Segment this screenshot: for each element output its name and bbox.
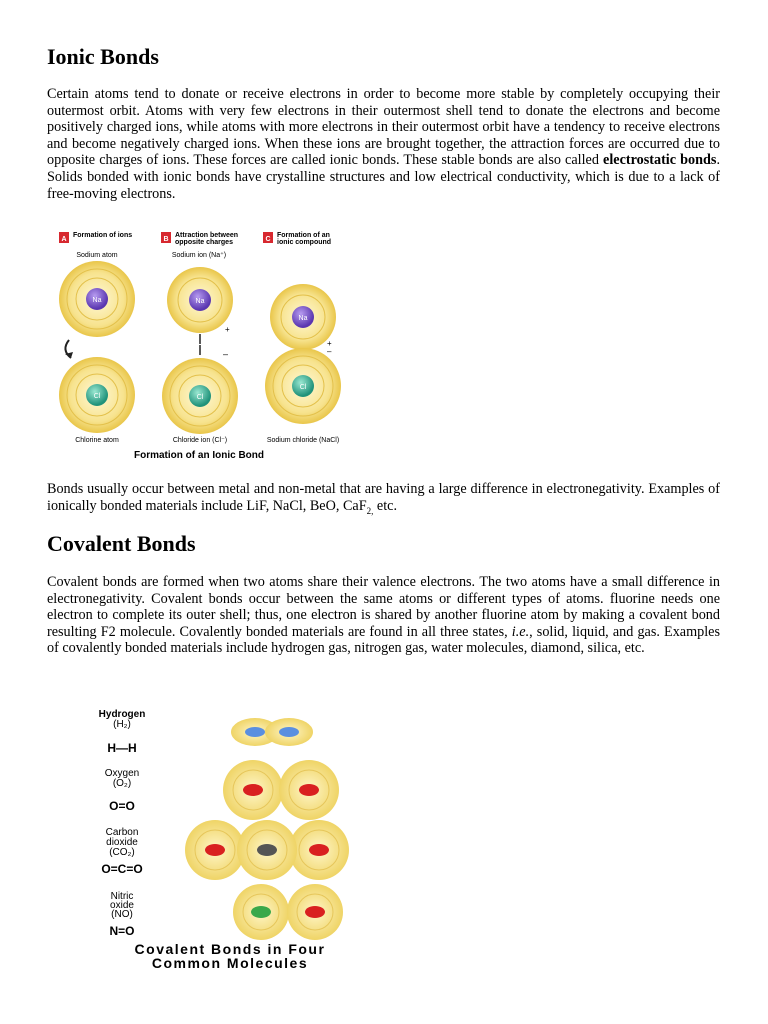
hydrogen-molecule: [231, 718, 313, 746]
svg-text:Na: Na: [195, 298, 205, 305]
panel-b-plus-sign: +: [225, 325, 230, 334]
sodium-ion-label: Sodium ion (Na⁺): [171, 252, 227, 259]
chloride-ion-label: Chloride ion (Cl⁻): [172, 437, 228, 444]
ionic-paragraph-1: Certain atoms tend to donate or receive electrons in order to become more stable by completely occupying their outermost orbit. Atoms with very few electrons in their outermost shell tend to donate the electrons and become positively charged ions, while atoms with more electrons in their outermost orbit have a tendency to receive electrons and become negatively charged ions. When these ions are brought together, the attraction forces are occurred due to opposite charges of ions. These forces are called ionic bonds. These stable bonds are also called electrostatic bonds. Solids bonded with ionic bonds have crystalline structures and low electrical conductivity, which is due to a lack of free-moving electrons.: [47, 86, 720, 202]
sodium-ion-diagram: [167, 267, 233, 333]
panel-c-title-line2: ionic compound: [277, 239, 332, 246]
ionic-bonds-heading: Ionic Bonds: [47, 44, 159, 69]
panel-b-title-line1: Attraction between: [175, 232, 239, 239]
panel-c-plus-sign: +: [327, 339, 332, 348]
oxygen-symbol: (O₂): [112, 778, 132, 789]
panel-c-letter: C: [265, 236, 271, 243]
chlorine-atom-diagram: [59, 357, 135, 433]
nitric-oxide-name-1: Nitric: [110, 891, 134, 902]
nitric-oxide-name-2: oxide: [110, 900, 134, 911]
oxygen-name: Oxygen: [104, 768, 140, 779]
sodium-chloride-label: Sodium chloride (NaCl): [266, 437, 340, 444]
covalent-caption-line2: Common Molecules: [151, 955, 309, 971]
ionic-bond-figure: [57, 222, 387, 466]
carbon-dioxide-molecule: [185, 820, 349, 880]
sodium-atom-label: Sodium atom: [76, 252, 118, 259]
carbon-dioxide-symbol: (CO₂): [109, 847, 135, 858]
covalent-bonds-heading: Covalent Bonds: [47, 531, 196, 556]
panel-a-title: Formation of ions: [73, 232, 133, 239]
carbon-dioxide-name-2: dioxide: [106, 837, 138, 848]
oxygen-formula: O=O: [109, 799, 135, 813]
panel-c-title-line1: Formation of an: [277, 232, 330, 239]
chlorine-atom-label: Chlorine atom: [75, 437, 119, 444]
covalent-caption-line1: Covalent Bonds in Four: [134, 941, 326, 957]
hydrogen-formula: H—H: [107, 741, 137, 755]
oxygen-molecule: [223, 760, 339, 820]
nitric-oxide-formula: N=O: [109, 924, 135, 938]
svg-text:Cl: Cl: [299, 384, 307, 391]
carbon-dioxide-formula: O=C=O: [101, 862, 143, 876]
hydrogen-name: Hydrogen: [98, 709, 146, 720]
hydrogen-symbol: (H₂): [113, 719, 131, 730]
svg-text:Na: Na: [298, 315, 308, 322]
covalent-bond-figure: [65, 702, 405, 974]
covalent-paragraph-1: Covalent bonds are formed when two atoms share their valence electrons. The two atoms have a small difference in electronegativity. Covalent bonds occur between the same atoms or different types of atoms. fluorine needs one electron to complete its outer shell; thus, one electron is shared by another fluorine atom by making a covalent bond resulting F2 molecule. Covalently bonded materials are found in all three states, i.e., solid, liquid, and gas. Examples of covalently bonded materials include hydrogen gas, nitrogen gas, water molecules, diamond, silica, etc.: [47, 574, 720, 657]
nitric-oxide-molecule: [233, 884, 343, 940]
panel-b-letter: B: [163, 236, 169, 243]
chlorine-nucleus-label: Cl: [93, 393, 101, 400]
electrostatic-bonds-term: electrostatic bonds: [603, 152, 717, 169]
panel-b-minus-sign: –: [223, 349, 229, 359]
sodium-nucleus-label: Na: [92, 297, 102, 304]
panel-a-letter: A: [61, 236, 67, 243]
nitric-oxide-symbol: (NO): [111, 909, 133, 920]
ionic-paragraph-2: Bonds usually occur between metal and non-metal that are having a large difference in electronegativity. Examples of ionically bonded materials include LiF, NaCl, BeO, CaF$_{2,}$ etc.: [47, 481, 720, 516]
sodium-atom-diagram: [59, 261, 135, 337]
svg-text:Cl: Cl: [196, 394, 204, 401]
panel-b-title-line2: opposite charges: [175, 239, 233, 246]
ionic-figure-caption: Formation of an Ionic Bond: [134, 450, 264, 461]
panel-c-minus-sign: –: [327, 347, 332, 356]
chloride-ion-diagram: [162, 358, 238, 434]
carbon-dioxide-name-1: Carbon: [105, 827, 139, 838]
